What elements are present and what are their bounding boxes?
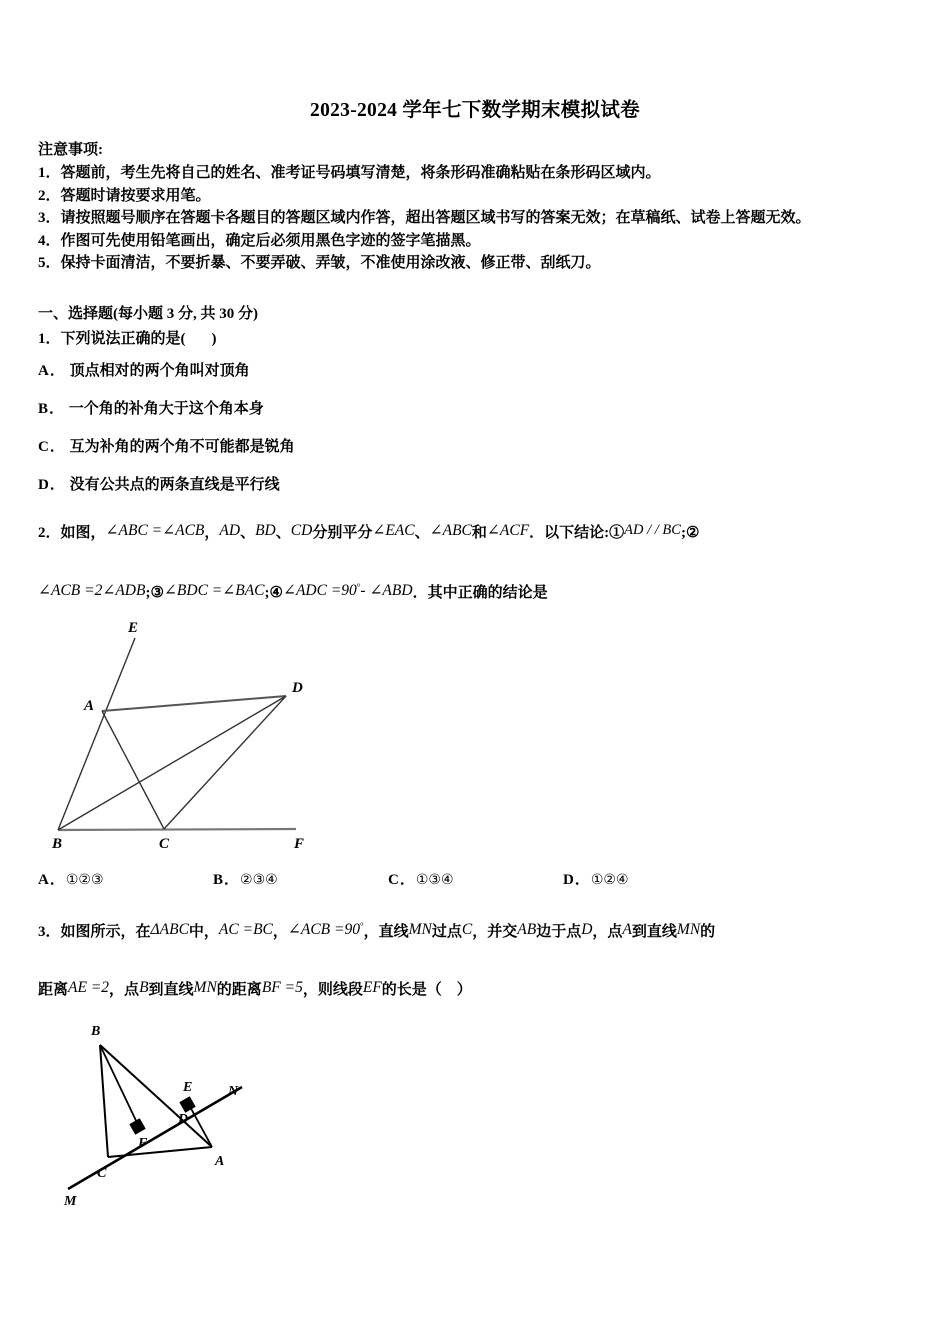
q2-answer-d-letter: D． — [563, 871, 591, 888]
question-2-text-3: 、 — [240, 524, 256, 541]
label-d: D — [292, 679, 303, 696]
question-2-number: 2． — [38, 524, 61, 541]
option-b-text: 一个角的补角大于这个角本身 — [68, 400, 264, 417]
question-3-text-1: 如图所示，在 — [60, 923, 151, 940]
question-3-text-10: 的 — [700, 923, 716, 940]
label-f: F — [138, 1135, 148, 1151]
option-d-letter: D． — [38, 476, 66, 493]
question-3-math-6: AB — [517, 920, 537, 938]
label-b: B — [52, 835, 63, 852]
question-3-math-2: AC =BC — [218, 920, 273, 938]
question-3-math-7: D — [581, 920, 593, 938]
option-a-text: 顶点相对的两个角叫对顶角 — [69, 362, 250, 379]
question-3-text-13: 到直线 — [148, 981, 194, 998]
line-be — [58, 638, 135, 830]
question-3-math-12: MN — [193, 978, 217, 996]
option-d-text: 没有公共点的两条直线是平行线 — [69, 476, 280, 493]
label-n: N — [228, 1083, 239, 1099]
question-3-text-5: 过点 — [431, 923, 462, 940]
question-3-figure — [60, 1017, 912, 1212]
line-bd — [58, 696, 286, 830]
line-ba — [100, 1045, 212, 1147]
option-c[interactable] — [38, 437, 912, 457]
question-3-text-8: ，点 — [592, 923, 623, 940]
label-b: B — [91, 1023, 101, 1039]
page-title: 2023-2024 学年七下数学期末模拟试卷 — [310, 100, 640, 121]
option-a[interactable] — [38, 361, 912, 381]
label-e: E — [128, 619, 139, 636]
question-3-text-16: 的长是（ ） — [381, 981, 472, 998]
question-3-text-7: 边于点 — [536, 923, 582, 940]
q2-answer-b[interactable] — [213, 868, 388, 889]
q2-answer-a-text: ①②③ — [65, 871, 104, 888]
q2-answer-a[interactable] — [38, 868, 213, 889]
question-2-text-1: 如图， — [60, 524, 106, 541]
notice-item-1: 1．答题前，考生先将自己的姓名、准考证号码填写清楚，将条形码准确粘贴在条形码区域内。 — [38, 164, 661, 181]
question-2-degree-symbol: ° — [356, 581, 361, 592]
question-1-paren-close: ) — [211, 330, 217, 347]
question-1-options — [38, 361, 912, 495]
label-a: A — [215, 1153, 225, 1169]
option-c-text: 互为补角的两个角不可能都是锐角 — [69, 438, 295, 455]
line-bc-left — [100, 1045, 108, 1157]
question-3-text-3: ， — [272, 923, 288, 940]
line-cd — [164, 696, 286, 829]
question-3-degree-symbol: ° — [360, 920, 364, 931]
question-2-math-1: ∠ABC =∠ACB — [105, 521, 205, 539]
q2-answer-a-letter: A． — [38, 871, 66, 888]
question-2-answers — [38, 868, 912, 889]
question-2-math-11b: - ∠ABD — [360, 581, 413, 599]
q2-answer-d[interactable] — [563, 868, 629, 889]
label-c: C — [159, 835, 170, 852]
line-ac — [102, 711, 164, 829]
question-2-math-6: ∠ABC — [429, 521, 472, 539]
question-2-text-8: ．以下结论:① — [529, 524, 625, 541]
question-2-text-11: ;④ — [264, 584, 283, 601]
option-b[interactable] — [38, 399, 912, 419]
question-2-math-5: ∠EAC — [372, 521, 415, 539]
question-1-number: 1． — [38, 330, 61, 347]
question-2-text-5: 分别平分 — [312, 524, 373, 541]
q2-answer-c-letter: C． — [388, 871, 416, 888]
right-angle-mark-e — [180, 1097, 195, 1112]
q2-answer-b-text: ②③④ — [240, 871, 278, 888]
question-1-text: 下列说法正确的是( — [60, 330, 186, 347]
question-2-text-12: ．其中正确的结论是 — [412, 584, 548, 601]
question-3-number: 3． — [38, 923, 61, 940]
q2-answer-d-text: ①②④ — [590, 871, 629, 888]
question-2-text-6: 、 — [414, 524, 430, 541]
option-d[interactable] — [38, 475, 912, 495]
question-2-math-8: AD / / BC — [624, 521, 681, 538]
option-c-letter: C． — [38, 438, 66, 455]
question-3-math-5: C — [461, 920, 473, 938]
question-3-math-3a: ∠ACB =90 — [287, 920, 360, 938]
question-2-math-4: CD — [290, 521, 313, 539]
question-3-math-1: ΔABC — [150, 920, 189, 938]
section-heading-multiple-choice: 一、选择题(每小题 3 分, 共 30 分) — [38, 305, 258, 322]
q2-answer-b-letter: B． — [213, 871, 241, 888]
question-3-math-10: AE =2 — [68, 978, 110, 996]
question-2-text-7: 和 — [471, 524, 487, 541]
notice-block — [38, 139, 912, 275]
q2-answer-c[interactable] — [388, 868, 563, 889]
label-e: E — [183, 1079, 193, 1095]
notice-heading: 注意事项: — [38, 142, 103, 159]
question-1-stem — [38, 328, 912, 351]
question-3-stem — [38, 909, 912, 949]
question-2-math-10: ∠BDC =∠BAC — [163, 581, 265, 599]
notice-item-5: 5．保持卡面清洁，不要折暴、不要弄破、弄皱，不准使用涂改液、修正带、刮纸刀。 — [38, 255, 601, 272]
right-triangle-mn-diagram — [60, 1017, 270, 1207]
line-mn — [68, 1087, 242, 1189]
question-2-text-2: ， — [204, 524, 220, 541]
label-d: D — [178, 1111, 189, 1127]
right-angle-mark-f — [130, 1119, 145, 1134]
label-c: C — [97, 1165, 107, 1181]
question-3-math-9: MN — [676, 920, 701, 938]
question-3-text-14: 的距离 — [216, 981, 262, 998]
option-a-letter: A． — [38, 362, 66, 379]
question-3-math-4: MN — [408, 920, 432, 938]
triangle-abc-bisectors-diagram — [46, 618, 336, 853]
label-f: F — [294, 835, 305, 852]
line-bf — [58, 829, 296, 830]
question-2-text-4: 、 — [275, 524, 291, 541]
line-ae — [188, 1103, 212, 1147]
question-2-figure — [46, 618, 912, 858]
question-3-text-4: ，直线 — [363, 923, 409, 940]
question-3-text-9: 到直线 — [631, 923, 677, 940]
question-3-math-11: B — [139, 978, 149, 996]
notice-item-3: 3．请按照题号顺序在答题卡各题目的答题区域内作答，超出答题区域书写的答案无效；在草稿纸、试卷上答题无效。 — [38, 210, 811, 227]
question-2-text-9: ;② — [680, 524, 700, 541]
question-2-stem — [38, 513, 912, 550]
question-2-math-11a: ∠ADC =90 — [282, 581, 357, 599]
label-m: M — [64, 1193, 77, 1207]
q2-answer-c-text: ①③④ — [415, 871, 454, 888]
option-b-letter: B． — [38, 400, 66, 417]
question-2-stem-cont — [38, 572, 912, 608]
question-3-text-12: ，点 — [109, 981, 140, 998]
question-2-math-2: AD — [219, 521, 241, 539]
question-2-math-7: ∠ACF — [486, 521, 530, 539]
question-3-math-8: A — [622, 920, 632, 938]
notice-item-4: 4．作图可先使用铅笔画出，确定后必须用黑色字迹的签字笔描黑。 — [38, 232, 481, 249]
question-3-text-11: 距离 — [38, 981, 69, 998]
question-2-text-10: ;③ — [145, 584, 164, 601]
line-ad — [102, 696, 286, 711]
question-3-text-6: ，并交 — [472, 923, 518, 940]
question-3-math-13: BF =5 — [261, 978, 303, 996]
question-2-math-9: ∠ACB =2∠ADB — [38, 581, 146, 599]
label-a: A — [84, 697, 95, 714]
question-2-math-3: BD — [255, 521, 276, 539]
question-3-math-14: EF — [362, 978, 382, 996]
question-3-stem-cont — [38, 973, 912, 1005]
question-3-text-2: 中， — [188, 923, 219, 940]
line-ca — [108, 1147, 212, 1157]
notice-item-2: 2．答题时请按要求用笔。 — [38, 187, 211, 204]
question-3-text-15: ，则线段 — [302, 981, 363, 998]
